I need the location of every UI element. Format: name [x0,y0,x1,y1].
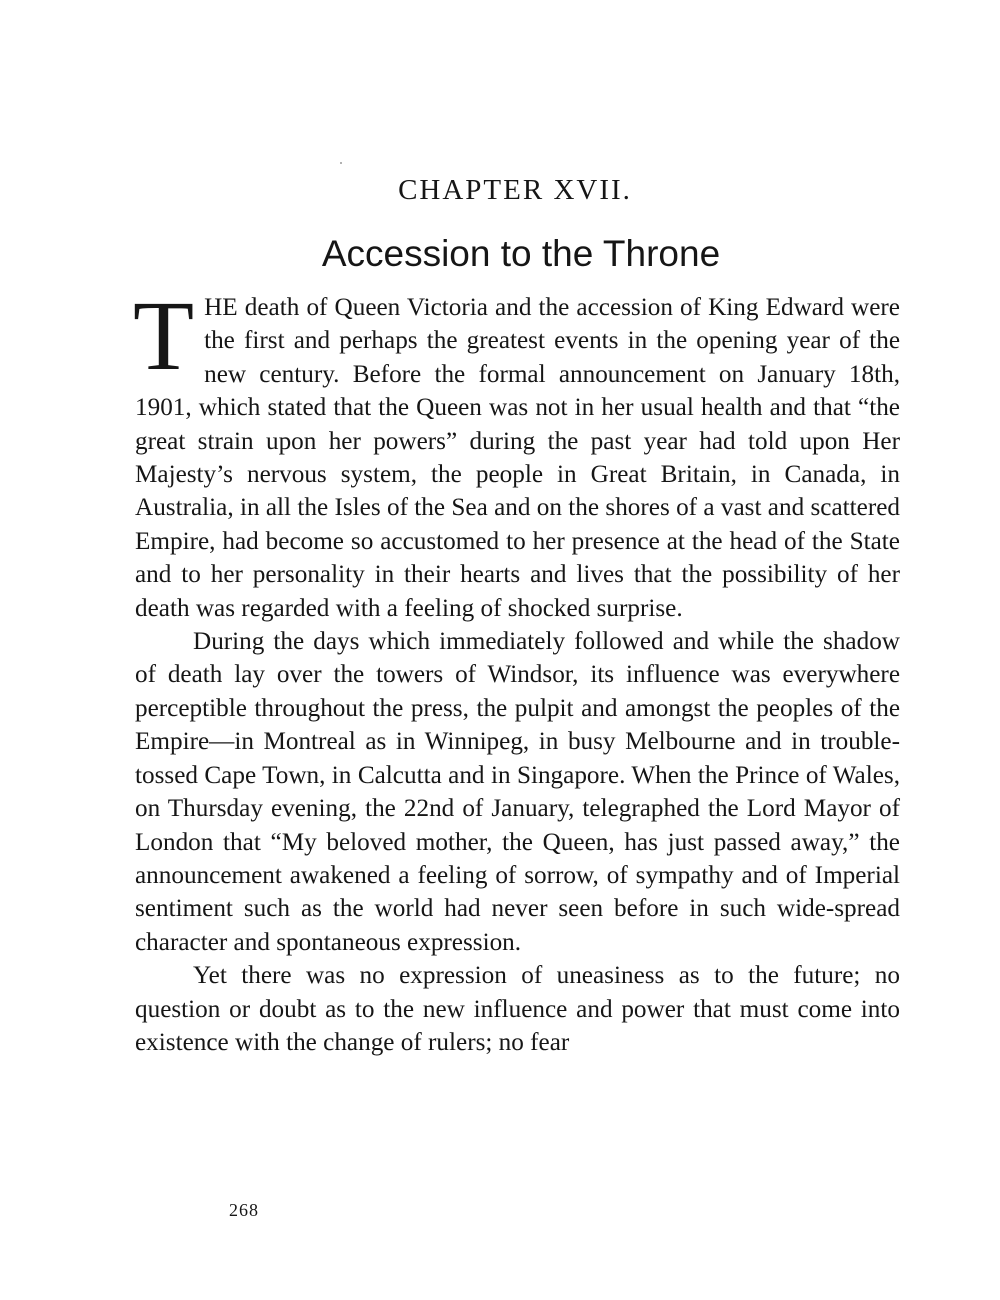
paragraph-1 [133,280,900,625]
chapter-number: CHAPTER XVII. [398,174,632,206]
chapter-title: Accession to the Throne [321,233,721,274]
print-speck [340,162,342,164]
body-text [133,280,900,1059]
paragraph-3: Yet there was no expression of uneasiness as to the future; no question or doubt as to the new influence and power that must come into existence with the change of rulers; no fear [135,962,900,1056]
paragraph-1-text: HE death of Queen Victoria and the accession of King Edward were the first and perhaps the greatest events in the opening year of the new century. Before the formal announcement on January 18th, 1901, which stated that the Queen was not in her usual health and that “the great strain upon her powers” during the past year had told upon Her Majesty’s nervous system, the people in Great Britain, in Canada, in Australia, in all the Isles of the Sea and on the shores of a vast and scattered Empire, had become so accustomed to her presence at the head of the State and to her personality in their hearts and lives that the possibility of her death was regarded with a feeling of shocked surprise. [135,294,900,622]
page-number: 268 [229,1200,259,1220]
paragraph-2: During the days which immediately followed and while the shadow of death lay over the towers of Windsor, its influence was everywhere perceptible throughout the press, the pulpit and amongst the peoples of the Empire—in Montreal as in Winnipeg, in busy Melbourne and in trouble-tossed Cape Town, in Calcutta and in Singapore. When the Prince of Wales, on Thursday evening, the 22nd of January, telegraphed the Lord Mayor of London that “My beloved mother, the Queen, has just passed away,” the announcement awakened a feeling of sorrow, of sympathy and of Imperial sentiment such as the world had never seen before in such wide-spread character and spontaneous expression. [135,628,900,956]
drop-cap: T [133,280,195,391]
